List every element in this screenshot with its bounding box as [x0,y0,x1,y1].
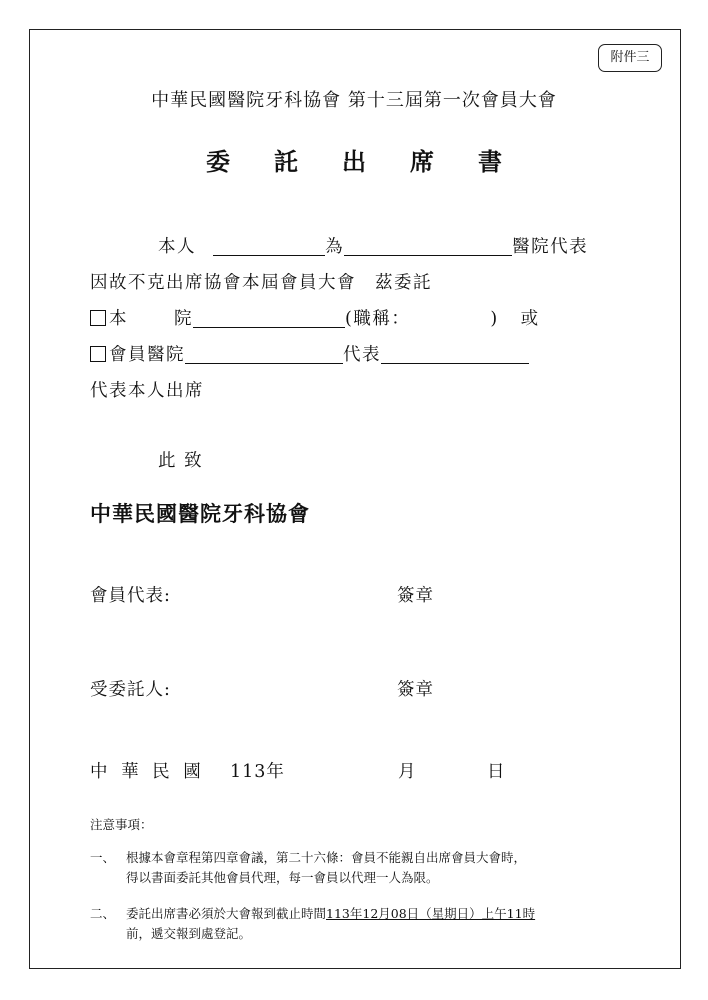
title-char: 席 [410,147,434,176]
hospital-name-field[interactable] [344,237,512,256]
member-hospital-label: 會員醫院 [109,345,185,365]
organization-name: 中華民國醫院牙科協會 [90,501,310,526]
note-text: 委託出席書必須於大會報到截止時間 [126,906,327,921]
principal-line [158,233,588,258]
delegate-signature[interactable]: 簽章 [397,680,434,700]
note-text: 根據本會章程第四章會議，第二十六條：會員不能親自出席會員大會時， [126,850,527,865]
note-text: 得以書面委託其他會員代理，每一會員以代理一人為限。 [126,870,439,885]
attachment-tag: 附件三 [598,44,662,72]
note-item [90,848,526,888]
title-char: 託 [274,147,298,176]
note-item [90,904,535,944]
own-hospital-name-field[interactable] [193,309,345,328]
job-title-open: (職稱： [345,309,411,329]
own-hospital-label-b: 院 [174,309,193,329]
own-hospital-checkbox[interactable] [90,310,106,326]
member-rep-name-field[interactable] [381,345,529,364]
notes-heading: 注意事項： [90,817,153,832]
document-header: 中華民國醫院牙科協會 第十三屆第一次會員大會 [151,90,557,111]
salutation: 此 致 [158,451,204,471]
member-rep-label: 代表 [343,345,381,365]
date-year: 113年 [230,762,285,782]
job-title-close: ) [490,309,499,329]
for-label: 為 [325,237,345,257]
date-country: 中 華 民 國 [90,762,205,782]
member-rep-signature[interactable]: 簽章 [397,586,434,606]
note-number: 二、 [90,906,116,921]
member-rep-label: 會員代表: [90,586,171,606]
title-char: 書 [478,147,502,176]
document-title [0,142,708,177]
absence-statement: 因故不克出席協會本屆會員大會 茲委託 [90,273,432,293]
or-label: 或 [520,309,540,329]
principal-name-field[interactable] [213,237,325,256]
member-hospital-checkbox[interactable] [90,346,106,362]
date-day: 日 [487,762,506,782]
option-own-hospital [90,305,540,330]
attend-statement: 代表本人出席 [90,381,204,401]
title-char: 委 [206,147,230,176]
delegate-label: 受委託人: [90,680,171,700]
date-month: 月 [398,762,417,782]
title-char: 出 [342,147,366,176]
self-label: 本人 [158,237,196,257]
own-hospital-label-a: 本 [109,309,128,329]
note-text: 前，遞交報到處登記。 [126,926,252,941]
option-member-hospital [90,341,529,366]
deadline-text: 113年12月08日（星期日）上午11時 [326,906,536,921]
note-number: 一、 [90,850,116,865]
member-hospital-name-field[interactable] [185,345,343,364]
hospital-rep-label: 醫院代表 [512,237,589,257]
